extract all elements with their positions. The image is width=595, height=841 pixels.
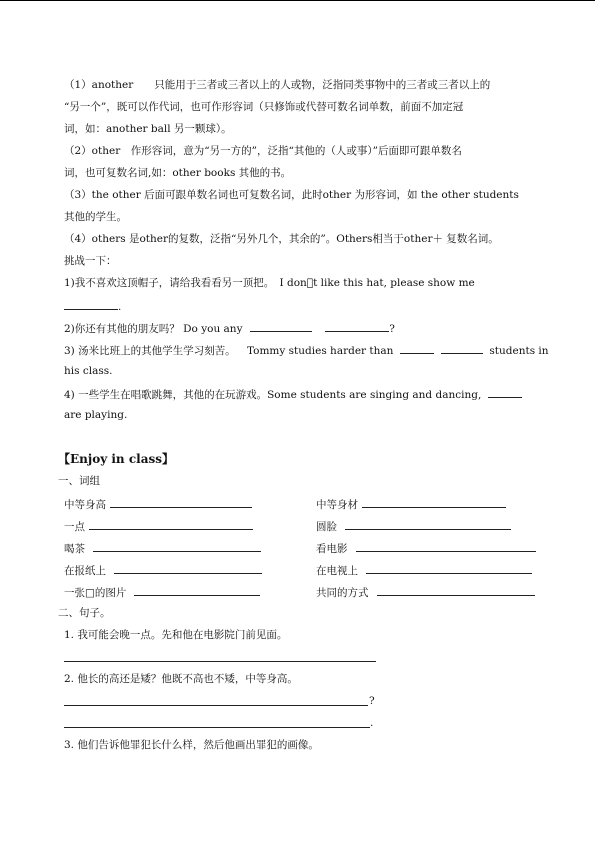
phrase-right-2-blank[interactable] — [345, 518, 511, 530]
phrase-left-1: 中等身高 — [64, 496, 252, 513]
note-3-line-2: 其他的学生。 — [64, 211, 127, 223]
sentence-3: 3. 他们告诉他罪犯长什么样，然后他画出罪犯的画像。 — [64, 739, 319, 751]
note-1-line-1: （1）another 只能用于三者或三者以上的人或物，泛指同类事物中的三者或三者以上的 — [64, 79, 491, 91]
phrase-right-1: 中等身材 — [316, 496, 506, 513]
phrase-right-4-blank[interactable] — [366, 562, 532, 574]
phrase-left-3-blank[interactable] — [93, 540, 261, 552]
sentence-2-answer-line[interactable] — [64, 727, 370, 728]
phrase-right-3-blank[interactable] — [356, 540, 536, 552]
q3-answer-blank-2[interactable] — [441, 342, 483, 354]
challenge-q3-line-1: 3) 汤米比班上的其他学生学习刻苦。 Tommy studies harder than students in — [64, 342, 549, 359]
phrase-left-4-blank[interactable] — [114, 562, 262, 574]
note-1-line-3: 词，如：another ball 另一颗球）。 — [64, 123, 232, 135]
phrase-left-2-blank[interactable] — [89, 518, 253, 530]
note-2-line-2: 词，也可复数名词,如：other books 其他的书。 — [64, 167, 292, 179]
page-top-rule — [0, 0, 595, 1]
sentences-title: 二、句子。 — [58, 607, 111, 619]
challenge-q4-line-1: 4) 一些学生在唱歌跳舞，其他的在玩游戏。Some students are singing and dancing, — [64, 386, 522, 403]
phrase-right-3: 看电影 — [316, 540, 536, 557]
sentence-1: 1. 我可能会晚一点。先和他在电影院门前见面。 — [64, 629, 288, 641]
phrase-left-5-blank[interactable] — [134, 584, 260, 596]
sentence-2-question-line[interactable] — [64, 705, 368, 706]
challenge-q2: 2)你还有其他的朋友吗？ Do you any ? — [64, 320, 395, 337]
phrases-title: 一、词组 — [58, 475, 100, 487]
challenge-q4-line-2: are playing. — [64, 409, 128, 421]
challenge-q3-line-2: his class. — [64, 365, 113, 377]
challenge-q1-line-2: . — [64, 298, 121, 315]
q3-answer-blank-1[interactable] — [400, 342, 434, 354]
phrase-right-5: 共同的方式 — [316, 584, 535, 601]
note-3-line-1: （3）the other 后面可跟单数名词也可复数名词，此时other 为形容词，如 the other students — [64, 189, 519, 201]
sentence-2: 2. 他长的高还是矮？他既不高也不矮，中等身高。 — [64, 673, 298, 685]
phrase-left-3: 喝茶 — [64, 540, 261, 557]
phrase-right-4: 在电视上 — [316, 562, 532, 579]
sentence-2-period: . — [370, 717, 374, 729]
note-2-line-1: （2）other 作形容词，意为“另一方的”，泛指“其他的（人或事）”后面即可跟单数名 — [64, 145, 462, 157]
phrase-left-4: 在报纸上 — [64, 562, 262, 579]
q2-answer-blank-2[interactable] — [325, 320, 389, 332]
phrase-left-2: 一点 — [64, 518, 253, 535]
phrase-left-5: 一张□的图片 — [64, 584, 260, 601]
phrase-right-1-blank[interactable] — [362, 496, 506, 508]
challenge-title: 挑战一下： — [64, 255, 117, 267]
sentence-1-answer-line[interactable] — [64, 661, 376, 662]
enjoy-heading: 【Enjoy in class】 — [58, 452, 174, 466]
note-4-line-1: （4）others 是other的复数，泛指“另外几个，其余的”。Others相当于other＋ 复数名词。 — [64, 233, 499, 245]
q2-answer-blank-1[interactable] — [250, 320, 312, 332]
note-1-line-2: “另一个”，既可以作代词，也可作形容词（只修饰或代替可数名词单数，前面不加定冠 — [64, 101, 464, 113]
challenge-q1-line-1: 1)我不喜欢这顶帽子，请给我看看另一顶把。 I don t like this hat, please show me — [64, 277, 475, 289]
q4-answer-blank[interactable] — [488, 386, 522, 398]
q1-answer-blank[interactable] — [64, 298, 118, 310]
phrase-right-5-blank[interactable] — [377, 584, 535, 596]
phrase-left-1-blank[interactable] — [110, 496, 252, 508]
phrase-right-2: 圆脸 — [316, 518, 511, 535]
sentence-2-question-mark: ? — [369, 695, 375, 707]
